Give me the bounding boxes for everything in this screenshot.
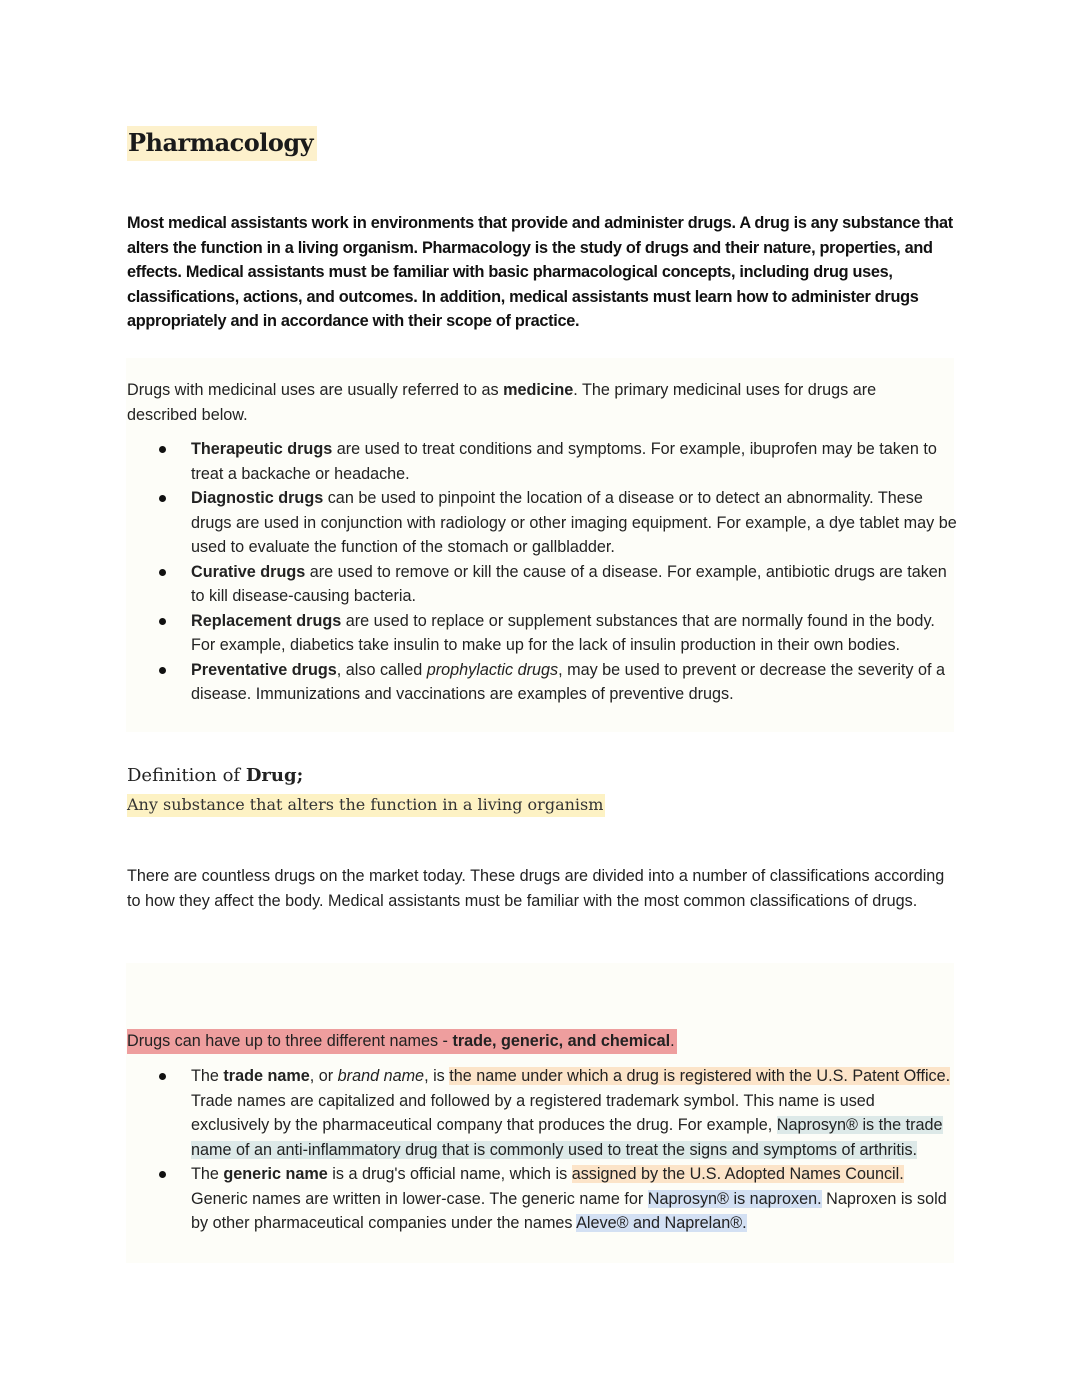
bullet-icon	[159, 495, 166, 502]
uses-intro-paragraph: Drugs with medicinal uses are usually referred to as medicine. The primary medicinal uses for drugs are described below.	[127, 381, 877, 424]
bullet-icon	[159, 618, 166, 625]
drug-names-list	[127, 1064, 957, 1236]
bullet-icon	[159, 569, 166, 576]
list-item: The generic name is a drug's official name, which is assigned by the U.S. Adopted Names Council. Generic names are written in lower-case. The generic name for Naprosyn® is naproxen. Naproxen is sold by other pharmaceutical companies under the names Aleve® and Naprelan®.	[127, 1162, 957, 1236]
bullet-icon	[159, 1073, 166, 1080]
classifications-paragraph: There are countless drugs on the market today. These drugs are divided into a number of classifications according to how they affect the body. Medical assistants must be familiar with the most common classifications of drugs.	[127, 867, 945, 910]
list-item: Preventative drugs, also called prophylactic drugs, may be used to prevent or decrease the severity of a disease. Immunizations and vaccinations are examples of preventive drugs.	[127, 658, 957, 707]
list-item: Diagnostic drugs can be used to pinpoint the location of a disease or to detect an abnormality. These drugs are used in conjunction with radiology or other imaging equipment. For example, a dye tablet may be used to evaluate the function of the stomach or gallbladder.	[127, 486, 957, 560]
bullet-icon	[159, 446, 166, 453]
list-item: Replacement drugs are used to replace or supplement substances that are normally found in the body. For example, diabetics take insulin to make up for the lack of insulin production in their own bodies.	[127, 609, 957, 658]
definition-body: Any substance that alters the function in a living organism	[127, 794, 605, 817]
page-title: Pharmacology	[127, 126, 317, 161]
drug-uses-list	[127, 437, 957, 707]
intro-paragraph: Most medical assistants work in environments that provide and administer drugs. A drug is any substance that alters the function in a living organism. Pharmacology is the study of drugs and their nature, properties, and effects. Medical assistants must be familiar with basic pharmacological concepts, including drug uses, classifications, actions, and outcomes. In addition, medical assistants must learn how to administer drugs appropriately and in accordance with their scope of practice.	[127, 214, 953, 330]
list-item: Curative drugs are used to remove or kill the cause of a disease. For example, antibiotic drugs are taken to kill disease-causing bacteria.	[127, 560, 957, 609]
bullet-icon	[159, 1171, 166, 1178]
drug-names-heading: Drugs can have up to three different names - trade, generic, and chemical.	[127, 1029, 677, 1054]
definition-heading: Definition of Drug;	[127, 765, 304, 786]
bullet-icon	[159, 667, 166, 674]
list-item: The trade name, or brand name, is the name under which a drug is registered with the U.S. Patent Office. Trade names are capitalized and followed by a registered trademark symbol. This name is used exclusively by the pharmaceutical company that produces the drug. For example, Naprosyn® is the trade name of an anti-inflammatory drug that is commonly used to treat the signs and symptoms of arthritis.	[127, 1064, 957, 1162]
list-item: Therapeutic drugs are used to treat conditions and symptoms. For example, ibuprofen may be taken to treat a backache or headache.	[127, 437, 957, 486]
